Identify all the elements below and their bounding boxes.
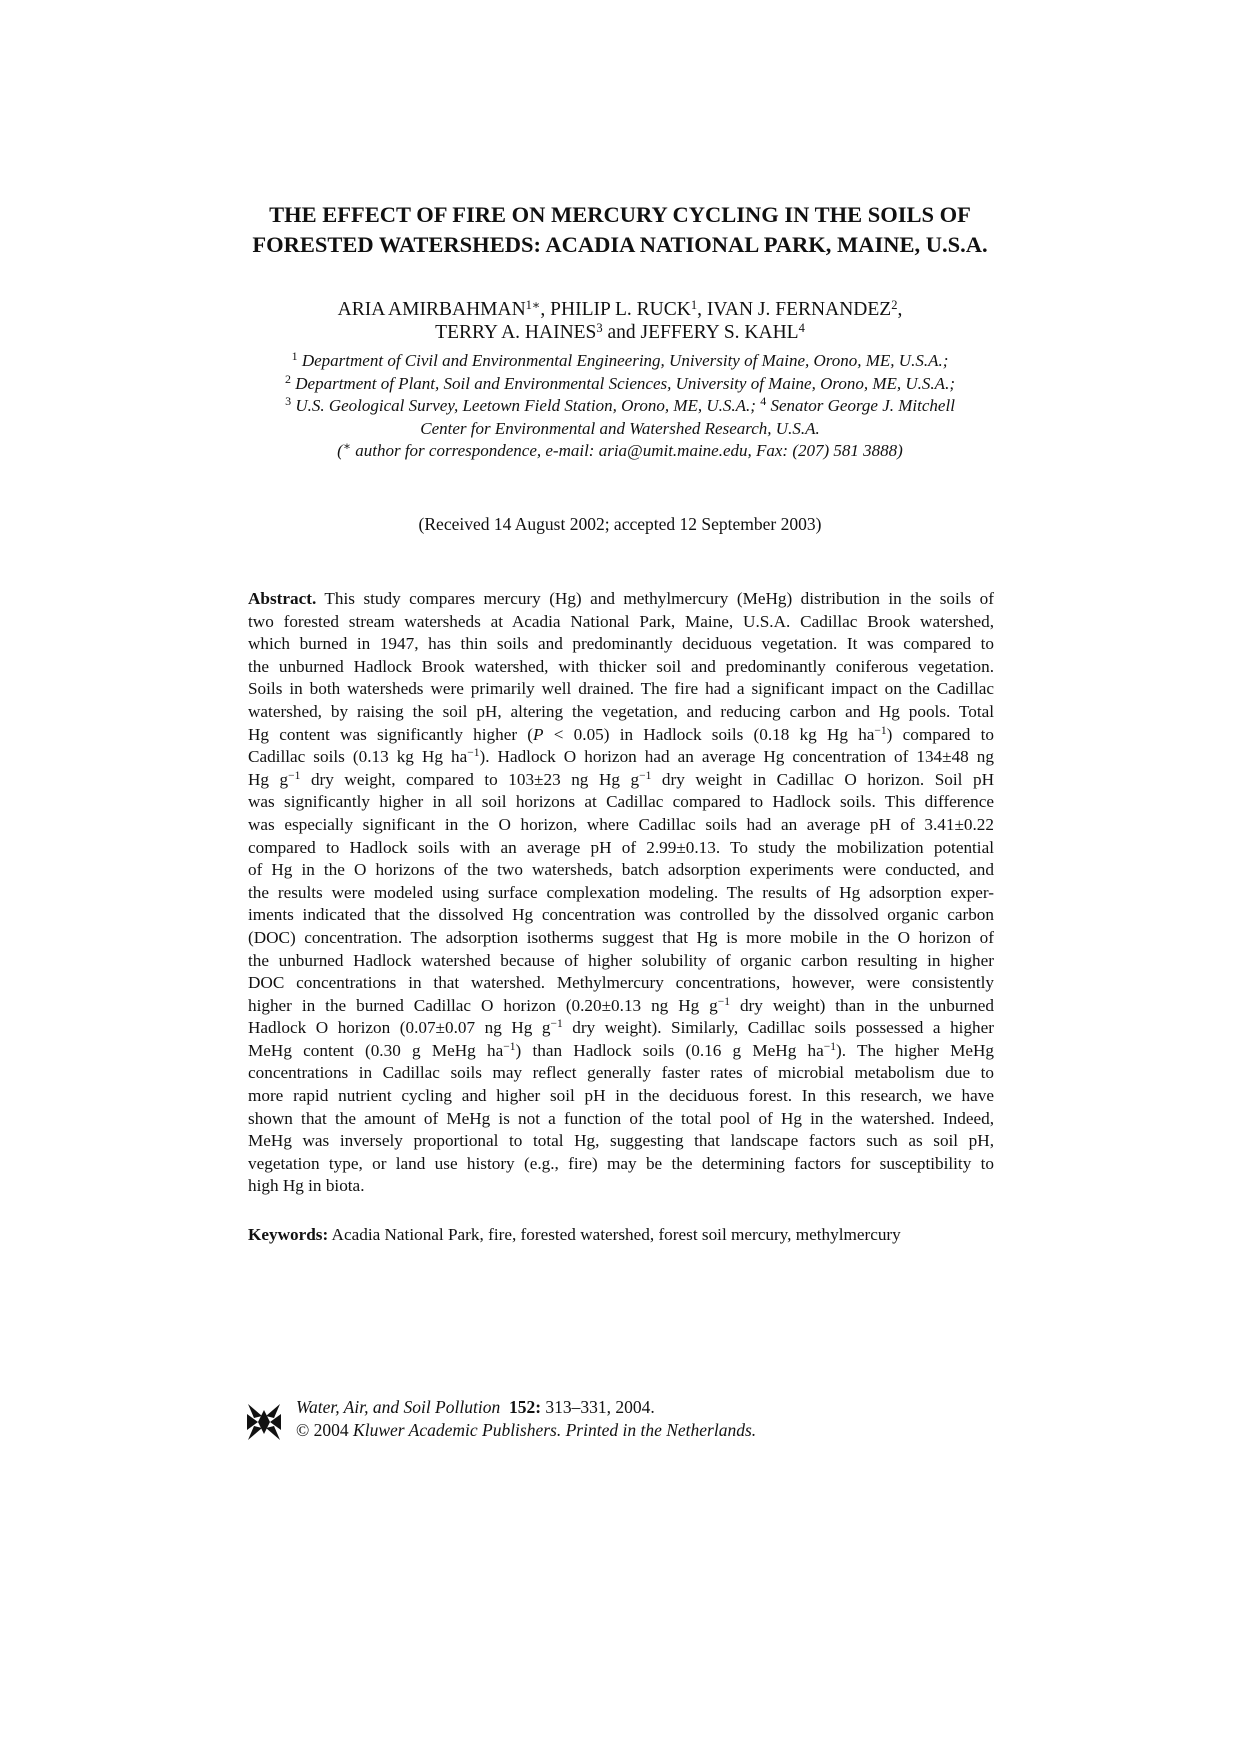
received-dates: (Received 14 August 2002; accepted 12 September 2003) (418, 514, 822, 534)
abstract-text: ) than Hadlock soils (0.16 g MeHg ha (515, 1040, 824, 1060)
abstract-superscript: −1 (467, 747, 480, 760)
title-line-1: THE EFFECT OF FIRE ON MERCURY CYCLING IN THE SOILS OF (269, 202, 971, 227)
affiliations (200, 350, 1040, 463)
abstract-line (248, 746, 994, 769)
author-superscript: 4 (798, 321, 805, 335)
journal-volume: 152: (508, 1397, 542, 1417)
publisher-name: Kluwer Academic Publishers. Printed in the Netherlands. (353, 1419, 757, 1440)
abstract-line (248, 769, 994, 792)
affiliation-marker: 1 (291, 349, 298, 363)
author-name: TERRY A. HAINES (435, 322, 597, 343)
abstract-superscript: −1 (823, 1040, 837, 1053)
abstract-line (248, 1040, 994, 1063)
abstract-line: shown that the amount of MeHg is not a function of the total pool of Hg in the watershed. Indeed, (248, 1108, 994, 1128)
copyright: © 2004 (296, 1419, 354, 1440)
abstract-text: higher in the burned Cadillac O horizon (0.20±0.13 ng Hg g (248, 995, 718, 1015)
abstract-line: more rapid nutrient cycling and higher soil pH in the deciduous forest. In this research, we have (248, 1086, 994, 1106)
abstract-text: dry weight, compared to 103±23 ng Hg g (300, 769, 640, 789)
abstract-text: dry weight in Cadillac O horizon. Soil pH (651, 769, 994, 789)
publisher-logo-icon (246, 1402, 282, 1442)
abstract-line: DOC concentrations in that watershed. Methylmercury concentrations, however, were consistently (248, 973, 994, 993)
author-name: and JEFFERY S. KAHL (602, 322, 799, 343)
abstract-math: P (533, 724, 544, 744)
affiliation-text: Department of Civil and Environmental Engineering, University of Maine, Orono, ME, U.S.A.; (297, 351, 949, 370)
abstract-line (248, 995, 994, 1018)
abstract-text: Hg g (248, 769, 289, 789)
abstract-line: was especially significant in the O horizon, where Cadillac soils had an average pH of 3.41±0.22 (248, 814, 994, 834)
abstract-line: was significantly higher in all soil horizons at Cadillac compared to Hadlock soils. This difference (248, 792, 994, 812)
author-superscript: 2 (891, 298, 898, 312)
correspondence-text: author for correspondence, e-mail: aria@umit.maine.edu, Fax: (207) 581 3888) (351, 441, 903, 460)
abstract-line: of Hg in the O horizons of the two watersheds, batch adsorption experiments were conducted, and (248, 860, 994, 880)
affiliation-marker: 3 (285, 394, 292, 408)
abstract-line: watershed, by raising the soil pH, altering the vegetation, and reducing carbon and Hg pools. Total (248, 701, 994, 721)
abstract-superscript: −1 (550, 1018, 563, 1031)
affiliation-line-4: Center for Environmental and Watershed Research, U.S.A. (420, 418, 820, 438)
abstract-superscript: −1 (874, 724, 887, 737)
author-line-1 (200, 298, 1040, 321)
keywords (248, 1224, 994, 1247)
author-superscript: 1 (690, 298, 698, 312)
abstract-superscript: −1 (639, 769, 652, 782)
abstract-line: vegetation type, or land use history (e.g., fire) may be the determining factors for susceptibility to (248, 1153, 994, 1173)
correspondence-marker: ∗ (342, 439, 351, 453)
affiliation-text: U.S. Geological Survey, Leetown Field Station, Orono, ME, U.S.A.; (291, 396, 761, 415)
footer-journal-line (296, 1396, 756, 1419)
paper-title (200, 200, 1040, 260)
affiliation-line-1 (200, 350, 1040, 373)
footer-copyright-line (296, 1419, 756, 1442)
author-line-2 (200, 321, 1040, 344)
journal-name: Water, Air, and Soil Pollution (296, 1397, 501, 1417)
abstract-line: the unburned Hadlock watershed because of higher solubility of organic carbon resulting in higher (248, 950, 994, 970)
abstract-superscript: −1 (288, 769, 301, 782)
abstract-text: ). The higher MeHg (836, 1040, 994, 1060)
journal-pages: 313–331, 2004. (541, 1397, 655, 1417)
title-line-2: FORESTED WATERSHEDS: ACADIA NATIONAL PARK, MAINE, U.S.A. (252, 232, 988, 257)
abstract-text: Hadlock O horizon (0.07±0.07 ng Hg g (248, 1018, 551, 1038)
footer-text (296, 1396, 756, 1441)
abstract-line: the results were modeled using surface complexation modeling. The results of Hg adsorption exper- (248, 882, 994, 902)
abstract-line (248, 724, 994, 747)
abstract-superscript: −1 (717, 995, 731, 1008)
abstract-text: Cadillac soils (0.13 kg Hg ha (248, 747, 468, 767)
abstract-line: iments indicated that the dissolved Hg concentration was controlled by the dissolved organic carbon (248, 905, 994, 925)
abstract-text: dry weight). Similarly, Cadillac soils possessed a higher (562, 1018, 994, 1038)
affiliation-line-2 (200, 373, 1040, 396)
abstract-text: < 0.05) in Hadlock soils (0.18 kg Hg ha (543, 724, 875, 744)
abstract-text: This study compares mercury (Hg) and methylmercury (MeHg) distribution in the soils of (316, 589, 994, 608)
author-name: , IVAN J. FERNANDEZ (697, 299, 892, 320)
abstract-superscript: −1 (503, 1040, 516, 1053)
affiliation-marker: 2 (285, 371, 291, 386)
affiliation-text: Senator George J. Mitchell (766, 396, 955, 415)
author-name: , PHILIP L. RUCK (540, 299, 691, 320)
abstract-text: ) compared to (886, 724, 994, 744)
correspondence-paren: ( (337, 441, 343, 460)
abstract-label: Abstract. (248, 589, 317, 608)
abstract (248, 588, 994, 1198)
abstract-text: ). Hadlock O horizon had an average Hg concentration of 134±48 ng (479, 747, 994, 767)
affiliation-text: Department of Plant, Soil and Environmental Sciences, University of Maine, Orono, ME, U.S.A.; (291, 373, 955, 393)
author-separator: , (897, 299, 903, 320)
abstract-line (248, 1017, 994, 1040)
abstract-line: the unburned Hadlock Brook watershed, with thicker soil and predominantly coniferous vegetation. (248, 656, 994, 676)
author-list (200, 298, 1040, 344)
abstract-line: MeHg was inversely proportional to total Hg, suggesting that landscape factors such as soil pH, (248, 1131, 994, 1151)
abstract-text: Hg content was significantly higher ( (248, 724, 534, 744)
abstract-line: compared to Hadlock soils with an average pH of 2.99±0.13. To study the mobilization potential (248, 837, 994, 857)
affiliation-marker: 4 (760, 394, 767, 408)
correspondence-line (200, 440, 1040, 463)
abstract-line: which burned in 1947, has thin soils and predominantly deciduous vegetation. It was compared to (248, 634, 994, 654)
abstract-line: (DOC) concentration. The adsorption isotherms suggest that Hg is more mobile in the O horizon of (248, 927, 994, 947)
abstract-line: high Hg in biota. (248, 1176, 365, 1196)
author-superscript: 1∗ (525, 298, 541, 312)
abstract-line: Soils in both watersheds were primarily well drained. The fire had a significant impact on the Cadillac (248, 679, 994, 699)
journal-footer (246, 1396, 946, 1456)
keywords-label: Keywords: (248, 1225, 329, 1244)
abstract-text: dry weight) than in the unburned (730, 995, 994, 1015)
abstract-line (248, 588, 994, 611)
abstract-text: MeHg content (0.30 g MeHg ha (248, 1040, 504, 1060)
affiliation-line-3 (200, 395, 1040, 418)
abstract-line: two forested stream watersheds at Acadia National Park, Maine, U.S.A. Cadillac Brook watershed, (248, 611, 994, 631)
author-name: ARIA AMIRBAHMAN (337, 299, 526, 320)
abstract-line: concentrations in Cadillac soils may reflect generally faster rates of microbial metabolism due to (248, 1063, 994, 1083)
keywords-text: Acadia National Park, fire, forested watershed, forest soil mercury, methylmercury (328, 1225, 901, 1244)
author-superscript: 3 (596, 321, 603, 335)
